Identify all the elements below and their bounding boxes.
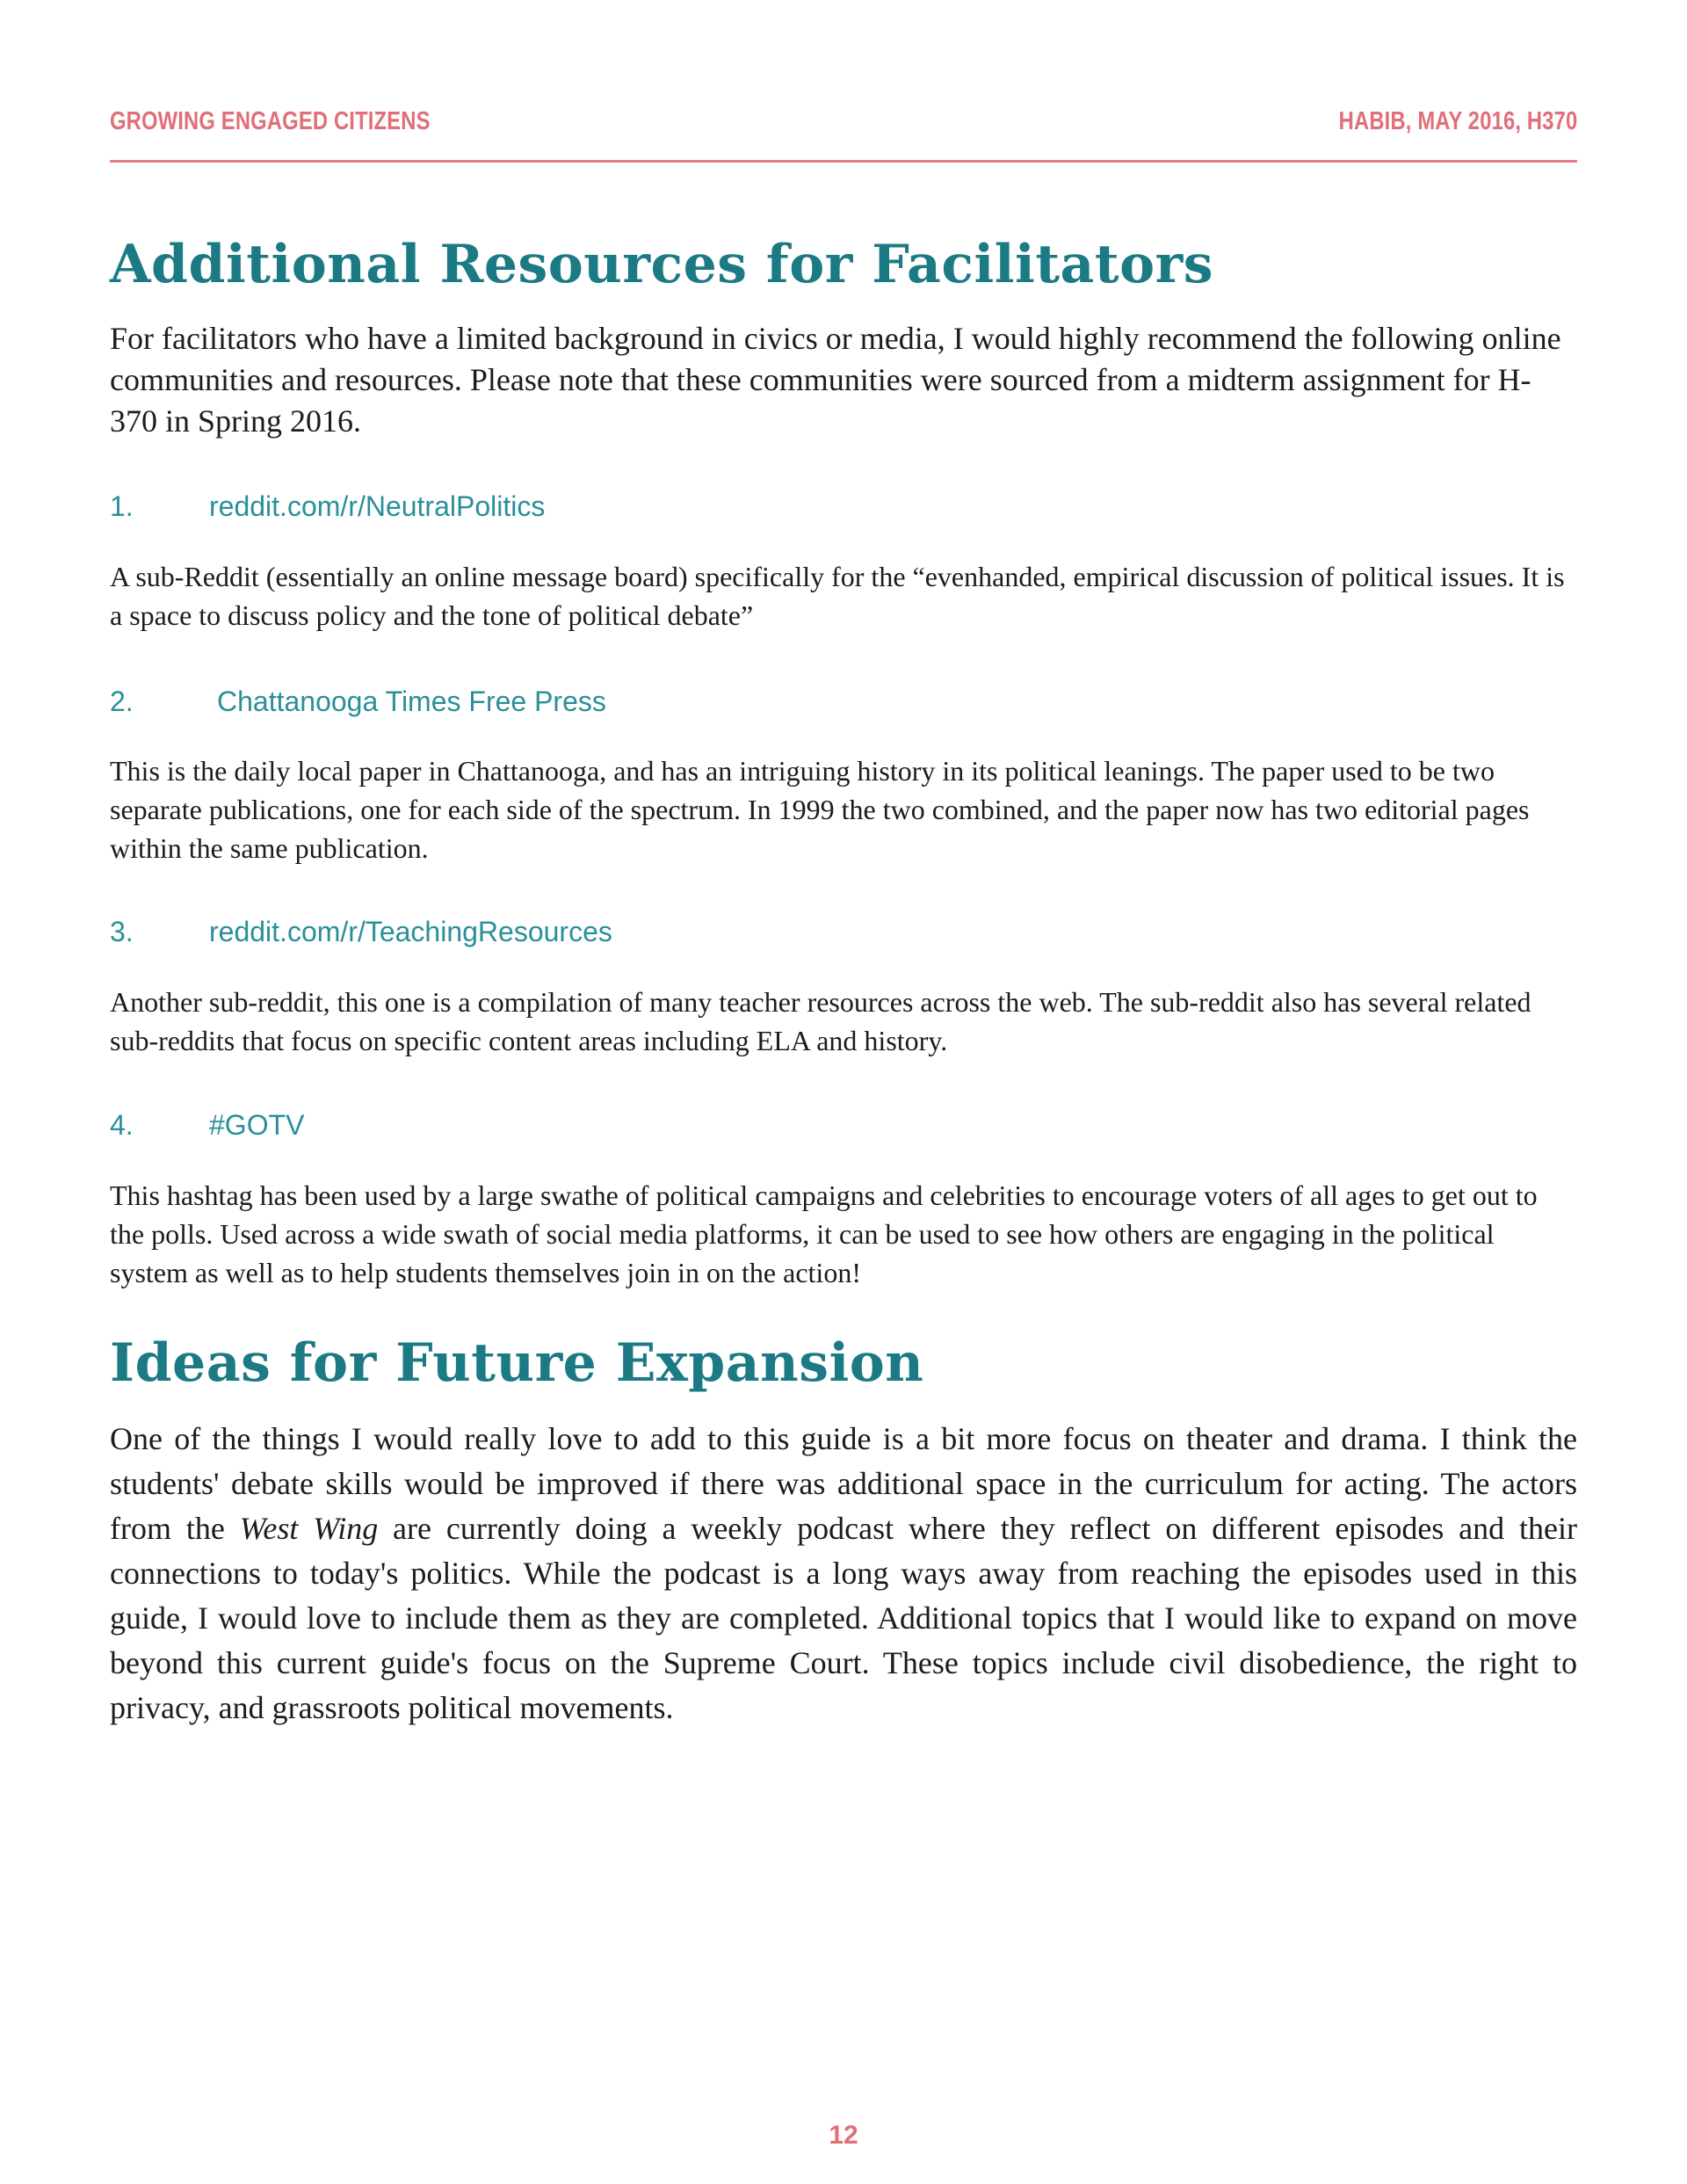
section-heading-resources: Additional Resources for Facilitators (110, 234, 1214, 295)
resource-number: 4. (110, 1109, 134, 1141)
resource-number: 2. (110, 686, 134, 717)
resource-number: 3. (110, 916, 134, 947)
resource-description: This hashtag has been used by a large swathe of political campaigns and celebrities to encourage voters of all ages to get out to the polls. Used across a wide swath of social media platforms, it can be used to see how others are engaging in the political system as well as to help students themselves join in on the action! (110, 1179, 1538, 1288)
expansion-text-part-1: One of the things I would really love to add to this guide is a bit more focus on theater and drama. I think the students' debate skills would be improved if there was additional space in the curriculum for acting. The actors from the (110, 1421, 1577, 1546)
resource-item-title (110, 684, 1577, 719)
page-number: 12 (829, 2121, 858, 2150)
header-title: GROWING ENGAGED CITIZENS (110, 107, 431, 135)
resource-item-title (110, 914, 1577, 949)
resource-link[interactable]: Chattanooga Times Free Press (217, 686, 606, 717)
show-title-italic: West Wing (239, 1511, 379, 1546)
resource-description: A sub-Reddit (essentially an online message board) specifically for the “evenhanded, empirical discussion of political issues. It is a space to discuss policy and the tone of political debate” (110, 561, 1565, 631)
resources-intro-paragraph: For facilitators who have a limited background in civics or media, I would highly recommend the following online communities and resources. Please note that these communities were sourced from a midterm assignment for H-370 in Spring 2016. (110, 321, 1561, 439)
resource-item-title (110, 1107, 1577, 1143)
resource-link[interactable]: reddit.com/r/NeutralPolitics (209, 490, 546, 522)
resource-number: 1. (110, 490, 134, 522)
resource-item-title (110, 489, 1577, 524)
running-header (110, 104, 1577, 163)
document-page (110, 0, 1577, 2184)
header-author-date: HABIB, MAY 2016, H370 (1338, 107, 1577, 135)
expansion-text-part-2: are currently doing a weekly podcast where they reflect on different episodes and their connections to today's politics. While the podcast is a long ways away from reaching the episodes used in this guide, I would love to include them as they are completed. Additional topics that I would like to expand on move beyond this current guide's focus on the Supreme Court. These topics include civil disobedience, the right to privacy, and grassroots political movements. (110, 1511, 1577, 1725)
resource-description: Another sub-reddit, this one is a compilation of many teacher resources across the web. The sub-reddit also has several related sub-reddits that focus on specific content areas including ELA and history. (110, 986, 1531, 1056)
resource-link[interactable]: #GOTV (209, 1109, 305, 1141)
section-heading-expansion: Ideas for Future Expansion (110, 1332, 924, 1394)
resource-description: This is the daily local paper in Chattanooga, and has an intriguing history in its political leanings. The paper used to be two separate publications, one for each side of the spectrum. In 1999 the two combined, and the paper now has two editorial pages within the same publication. (110, 755, 1530, 864)
resource-link[interactable]: reddit.com/r/TeachingResources (209, 916, 612, 947)
expansion-paragraph (110, 1417, 1577, 1731)
